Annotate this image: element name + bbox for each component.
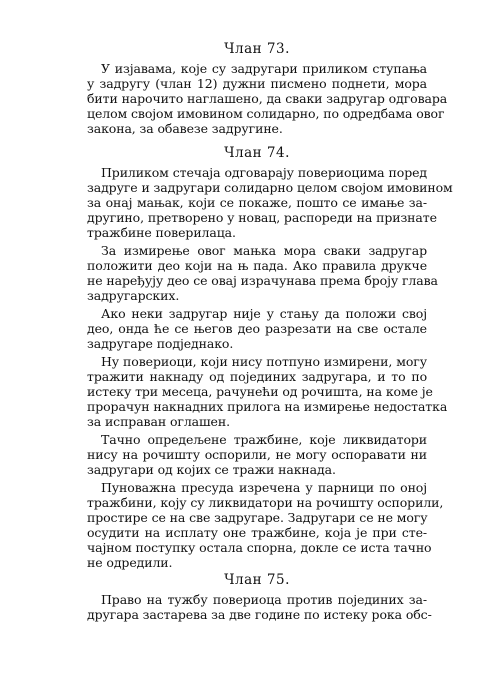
text-line: задругарских.	[87, 288, 180, 303]
text-line: не наређују део се овај израчунава према броју глава	[87, 273, 438, 288]
text-line: Пуноважна пресуда изречена у парници по оној	[101, 480, 427, 495]
text-line: закона, за обавезе задругине.	[87, 121, 283, 136]
text-line: за онај мањак, који се покаже, пошто се имање за-	[87, 195, 427, 210]
paragraph	[87, 306, 427, 351]
text-line: у задругу (члан 12) дужни писмено поднети, мора	[87, 76, 427, 91]
text-line: чајном поступку остала спорна, докле се иста тачно	[87, 540, 432, 555]
document-page	[87, 41, 453, 625]
text-line: истеку три месеца, рачунећи од рочишта, на коме је	[87, 384, 433, 399]
text-line: задругари од којих се тражи накнада.	[87, 462, 336, 477]
paragraph	[87, 61, 448, 136]
paragraph	[87, 592, 432, 622]
text-line: простире се на све задругаре. Задругари се не могу	[87, 510, 428, 525]
text-line: тражбине поверилаца.	[87, 225, 236, 240]
text-line: не одредили.	[87, 555, 173, 570]
paragraph	[87, 480, 444, 570]
text-line: другино, претворено у новац, распореди на признате	[87, 210, 437, 225]
paragraph	[87, 165, 453, 240]
text-line: Приликом стечаја одговарају повериоцима поред	[101, 165, 427, 180]
text-line: целом својом имовином солидарно, по одредбама овог	[87, 106, 445, 121]
section-heading-74: Члан 74.	[224, 145, 290, 161]
section-heading-75: Члан 75.	[224, 572, 290, 588]
text-line: бити нарочито наглашено, да сваки задругар одговара	[87, 91, 448, 106]
text-line: део, онда ће се његов део разрезати на све остале	[87, 321, 427, 336]
text-line: прорачун накнадних прилога на измирење недостатка	[87, 399, 448, 414]
paragraph	[87, 243, 438, 303]
text-line: тражбини, коју су ликвидатори на рочишту оспорили,	[87, 495, 444, 510]
text-line: Ну повериоци, који нису потпуно измирени, могу	[101, 354, 427, 369]
text-line: нису на рочишту оспорили, не могу оспоравати ни	[87, 447, 427, 462]
text-line: Тачно опредељене тражбине, које ликвидатори	[101, 432, 427, 447]
text-line: осудити на исплату оне тражбине, која је при сте-	[87, 525, 427, 540]
text-line: другара застарева за две године по истеку рока обс-	[87, 607, 432, 622]
section-heading-73: Члан 73.	[224, 41, 290, 57]
text-line: У изјавама, које су задругари приликом ступања	[101, 61, 427, 76]
text-line: задругаре подједнако.	[87, 336, 234, 351]
text-line: за исправан оглашен.	[87, 414, 230, 429]
paragraph	[87, 432, 427, 477]
text-line: Ако неки задругар није у стању да положи свој	[101, 306, 427, 321]
text-line: Право на тужбу повериоца против појединих за-	[101, 592, 427, 607]
text-line: тражити накнаду од појединих задругара, и то по	[87, 369, 427, 384]
text-line: положити део који на њ пада. Ако правила друкче	[87, 258, 427, 273]
paragraph	[87, 354, 448, 429]
text-line: За измирење овог мањка мора сваки задругар	[101, 243, 427, 258]
text-line: задруге и задругари солидарно целом својом имовином	[87, 180, 453, 195]
